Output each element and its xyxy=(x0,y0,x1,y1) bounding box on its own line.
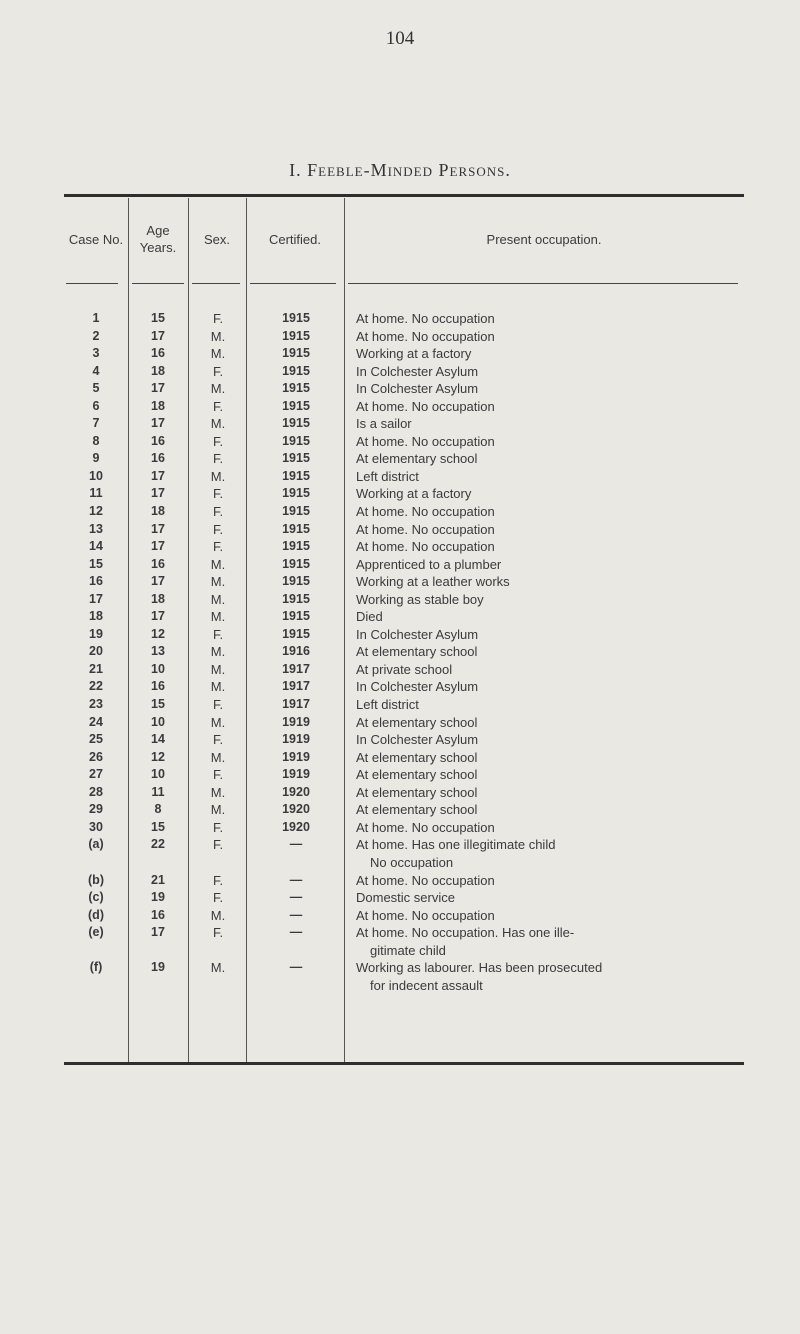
occupation-cell: At elementary school xyxy=(356,767,478,783)
table-row xyxy=(0,924,800,959)
occupation-cell: Domestic service xyxy=(356,890,455,906)
certified-cell: 1919 xyxy=(282,749,310,764)
case-no-cell: 1 xyxy=(92,311,100,325)
age-cell: 15 xyxy=(151,697,165,712)
age-cell: 21 xyxy=(151,872,165,887)
sex-cell: F. xyxy=(212,732,224,748)
certified-cell: 1915 xyxy=(282,381,310,396)
table-row xyxy=(0,678,800,696)
occupation-cell-continued: for indecent assault xyxy=(370,977,483,993)
case-no-cell: 3 xyxy=(92,346,100,361)
occupation-cell: At home. No occupation xyxy=(356,398,495,414)
certified-cell: 1915 xyxy=(282,416,310,431)
table-row xyxy=(0,696,800,714)
table-row xyxy=(0,626,800,644)
certified-cell: 1915 xyxy=(282,556,310,571)
certified-cell: 1915 xyxy=(282,521,310,536)
certified-cell: 1915 xyxy=(282,609,310,624)
age-cell: 14 xyxy=(151,732,165,747)
case-no-cell: 7 xyxy=(92,416,100,431)
occupation-cell: Working at a leather works xyxy=(356,574,510,590)
sex-cell: M. xyxy=(210,714,226,730)
table-row xyxy=(0,468,800,486)
table-row xyxy=(0,819,800,837)
age-cell: 16 xyxy=(151,451,165,466)
age-cell: 11 xyxy=(151,784,165,799)
case-no-cell: 17 xyxy=(89,591,103,606)
age-cell: 17 xyxy=(151,574,165,589)
sex-cell: M. xyxy=(210,907,226,923)
sex-cell: M. xyxy=(210,346,226,362)
sex-cell: F. xyxy=(212,872,224,888)
occupation-cell: At home. No occupation xyxy=(356,504,495,520)
occupation-cell: At home. No occupation xyxy=(356,872,495,888)
sex-cell: F. xyxy=(212,451,224,467)
sex-cell: M. xyxy=(210,960,226,976)
case-no-cell: 21 xyxy=(89,661,103,676)
header-age: Age Years. xyxy=(139,223,177,255)
case-no-cell: (b) xyxy=(88,872,104,887)
case-no-cell: 26 xyxy=(89,749,103,764)
table-top-rule xyxy=(64,194,744,197)
certified-cell: 1916 xyxy=(282,644,310,659)
certified-cell: 1915 xyxy=(282,468,310,483)
table-row xyxy=(0,749,800,767)
case-no-cell: 18 xyxy=(89,609,103,624)
case-no-cell: (e) xyxy=(88,925,104,940)
header-occupation: Present occupation. xyxy=(486,231,602,247)
header-sex: Sex. xyxy=(203,231,230,247)
age-cell: 10 xyxy=(151,714,165,729)
occupation-cell: In Colchester Asylum xyxy=(356,626,479,642)
occupation-cell: At home. No occupation xyxy=(356,311,495,326)
certified-cell: — xyxy=(289,925,303,940)
occupation-cell: At elementary school xyxy=(356,749,478,765)
age-cell: 15 xyxy=(151,311,165,325)
certified-cell: — xyxy=(289,907,303,922)
age-cell: 19 xyxy=(151,960,165,975)
certified-cell: — xyxy=(289,890,303,905)
sex-cell: F. xyxy=(212,398,224,414)
header-rule xyxy=(250,283,336,284)
sex-cell: M. xyxy=(210,802,226,818)
occupation-cell: At home. No occupation xyxy=(356,539,495,555)
age-cell: 10 xyxy=(151,767,165,782)
title-numeral: I. xyxy=(289,160,302,180)
age-cell: 17 xyxy=(151,486,165,501)
certified-cell: 1917 xyxy=(282,697,310,712)
age-cell: 12 xyxy=(151,626,165,641)
table-row xyxy=(0,959,800,994)
certified-cell: — xyxy=(289,837,303,852)
table-row xyxy=(0,889,800,907)
sex-cell: M. xyxy=(210,784,226,800)
table-row xyxy=(0,766,800,784)
certified-cell: 1915 xyxy=(282,591,310,606)
occupation-cell: At private school xyxy=(356,661,453,677)
age-cell: 17 xyxy=(151,328,165,343)
age-cell: 16 xyxy=(151,433,165,448)
table-row xyxy=(0,398,800,416)
case-no-cell: 24 xyxy=(89,714,103,729)
case-no-cell: 22 xyxy=(89,679,103,694)
certified-cell: 1915 xyxy=(282,574,310,589)
sex-cell: M. xyxy=(210,328,226,344)
case-no-cell: 6 xyxy=(92,398,100,413)
sex-cell: M. xyxy=(210,591,226,607)
certified-cell: 1915 xyxy=(282,504,310,519)
certified-cell: — xyxy=(289,872,303,887)
occupation-cell: In Colchester Asylum xyxy=(356,363,479,379)
occupation-cell: At elementary school xyxy=(356,784,478,800)
sex-cell: M. xyxy=(210,749,226,765)
table-row xyxy=(0,363,800,381)
certified-cell: 1919 xyxy=(282,732,310,747)
sex-cell: M. xyxy=(210,468,226,484)
age-cell: 22 xyxy=(151,837,165,852)
sex-cell: M. xyxy=(210,556,226,572)
title-text: Feeble-Minded Persons. xyxy=(307,160,511,180)
sex-cell: M. xyxy=(210,609,226,625)
occupation-cell: In Colchester Asylum xyxy=(356,679,479,695)
case-no-cell: 10 xyxy=(89,468,103,483)
certified-cell: 1915 xyxy=(282,433,310,448)
header-certified: Certified. xyxy=(268,231,322,247)
case-no-cell: (d) xyxy=(88,907,104,922)
certified-cell: 1915 xyxy=(282,346,310,361)
occupation-cell: At home. Has one illegitimate child xyxy=(356,837,556,853)
table-body xyxy=(0,310,800,994)
occupation-cell: Working as stable boy xyxy=(356,591,484,607)
certified-cell: 1915 xyxy=(282,539,310,554)
table-row xyxy=(0,450,800,468)
sex-cell: M. xyxy=(210,644,226,660)
certified-cell: 1917 xyxy=(282,679,310,694)
occupation-cell: Working as labourer. Has been prosecuted xyxy=(356,960,603,976)
occupation-cell: Apprenticed to a plumber xyxy=(356,556,502,572)
age-cell: 17 xyxy=(151,609,165,624)
occupation-cell-continued: gitimate child xyxy=(370,942,446,958)
table-bottom-rule xyxy=(64,1062,744,1065)
case-no-cell: 25 xyxy=(89,732,103,747)
table-row xyxy=(0,521,800,539)
table-row xyxy=(0,556,800,574)
case-no-cell: 5 xyxy=(92,381,100,396)
sex-cell: M. xyxy=(210,574,226,590)
table-row xyxy=(0,836,800,871)
case-no-cell: 12 xyxy=(89,504,103,519)
age-cell: 18 xyxy=(151,504,165,519)
case-no-cell: 19 xyxy=(89,626,103,641)
age-cell: 19 xyxy=(151,890,165,905)
certified-cell: 1920 xyxy=(282,784,310,799)
sex-cell: F. xyxy=(212,486,224,502)
sex-cell: F. xyxy=(212,767,224,783)
occupation-cell: At elementary school xyxy=(356,644,478,660)
table-row xyxy=(0,345,800,363)
table-row xyxy=(0,503,800,521)
sex-cell: F. xyxy=(212,837,224,853)
table-row xyxy=(0,415,800,433)
sex-cell: M. xyxy=(210,381,226,397)
sex-cell: F. xyxy=(212,521,224,537)
age-cell: 13 xyxy=(151,644,165,659)
occupation-cell: In Colchester Asylum xyxy=(356,381,479,397)
table-row xyxy=(0,872,800,890)
age-cell: 16 xyxy=(151,907,165,922)
occupation-cell: Left district xyxy=(356,468,419,484)
table-row xyxy=(0,433,800,451)
case-no-cell: (c) xyxy=(88,890,104,905)
case-no-cell: 4 xyxy=(92,363,100,378)
page-number: 104 xyxy=(385,28,415,49)
occupation-cell: At home. No occupation xyxy=(356,521,495,537)
table-row xyxy=(0,907,800,925)
case-no-cell: 15 xyxy=(89,556,103,571)
sex-cell: F. xyxy=(212,311,224,326)
case-no-cell: 2 xyxy=(92,328,100,343)
certified-cell: 1915 xyxy=(282,451,310,466)
certified-cell: 1920 xyxy=(282,802,310,817)
case-no-cell: 9 xyxy=(92,451,100,466)
table-row xyxy=(0,573,800,591)
table-row xyxy=(0,643,800,661)
occupation-cell: Working at a factory xyxy=(356,486,472,502)
sex-cell: F. xyxy=(212,539,224,555)
table-row xyxy=(0,784,800,802)
case-no-cell: 14 xyxy=(89,539,103,554)
sex-cell: M. xyxy=(210,416,226,432)
case-no-cell: 28 xyxy=(89,784,103,799)
age-cell: 12 xyxy=(151,749,165,764)
age-cell: 8 xyxy=(154,802,162,817)
occupation-cell: Left district xyxy=(356,697,419,713)
case-no-cell: 8 xyxy=(92,433,100,448)
certified-cell: 1919 xyxy=(282,767,310,782)
case-no-cell: 20 xyxy=(89,644,103,659)
occupation-cell: At home. No occupation. Has one ille- xyxy=(356,925,575,941)
table-row xyxy=(0,731,800,749)
certified-cell: 1915 xyxy=(282,398,310,413)
header-rule xyxy=(192,283,240,284)
table-row xyxy=(0,380,800,398)
table-row xyxy=(0,714,800,732)
age-cell: 18 xyxy=(151,398,165,413)
sex-cell: F. xyxy=(212,925,224,941)
case-no-cell: 16 xyxy=(89,574,103,589)
table-row xyxy=(0,328,800,346)
certified-cell: 1917 xyxy=(282,661,310,676)
case-no-cell: 11 xyxy=(89,486,103,501)
age-cell: 16 xyxy=(151,346,165,361)
header-rule xyxy=(66,283,118,284)
occupation-cell: In Colchester Asylum xyxy=(356,732,479,748)
age-cell: 17 xyxy=(151,416,165,431)
sex-cell: F. xyxy=(212,433,224,449)
age-cell: 17 xyxy=(151,925,165,940)
table-row xyxy=(0,801,800,819)
sex-cell: M. xyxy=(210,661,226,677)
occupation-cell: At home. No occupation xyxy=(356,433,495,449)
age-cell: 16 xyxy=(151,679,165,694)
case-no-cell: (f) xyxy=(89,960,103,975)
certified-cell: 1915 xyxy=(282,486,310,501)
table-row xyxy=(0,661,800,679)
certified-cell: 1915 xyxy=(282,363,310,378)
sex-cell: F. xyxy=(212,890,224,906)
certified-cell: 1915 xyxy=(282,311,310,325)
occupation-cell-continued: No occupation xyxy=(370,854,454,870)
case-no-cell: 30 xyxy=(89,819,103,834)
header-rule xyxy=(348,283,738,284)
age-cell: 17 xyxy=(151,381,165,396)
age-cell: 18 xyxy=(151,363,165,378)
age-cell: 17 xyxy=(151,539,165,554)
certified-cell: 1915 xyxy=(282,328,310,343)
occupation-cell: At elementary school xyxy=(356,714,478,730)
age-cell: 15 xyxy=(151,819,165,834)
occupation-cell: At home. No occupation xyxy=(356,907,495,923)
occupation-cell: Working at a factory xyxy=(356,346,472,362)
page-title xyxy=(0,160,800,181)
occupation-cell: At home. No occupation xyxy=(356,819,495,835)
case-no-cell: 13 xyxy=(89,521,103,536)
table-row xyxy=(0,310,800,328)
sex-cell: F. xyxy=(212,697,224,713)
header-case-no: Case No. xyxy=(68,231,124,247)
table-row xyxy=(0,538,800,556)
age-cell: 10 xyxy=(151,661,165,676)
certified-cell: 1915 xyxy=(282,626,310,641)
case-no-cell: 23 xyxy=(89,697,103,712)
age-cell: 16 xyxy=(151,556,165,571)
occupation-cell: At elementary school xyxy=(356,451,478,467)
case-no-cell: 29 xyxy=(89,802,103,817)
age-cell: 17 xyxy=(151,521,165,536)
sex-cell: F. xyxy=(212,504,224,520)
sex-cell: M. xyxy=(210,679,226,695)
occupation-cell: Is a sailor xyxy=(356,416,412,432)
certified-cell: 1919 xyxy=(282,714,310,729)
occupation-cell: At home. No occupation xyxy=(356,328,495,344)
case-no-cell: 27 xyxy=(89,767,103,782)
sex-cell: F. xyxy=(212,626,224,642)
age-cell: 18 xyxy=(151,591,165,606)
table-row xyxy=(0,608,800,626)
certified-cell: — xyxy=(289,960,303,975)
occupation-cell: At elementary school xyxy=(356,802,478,818)
case-no-cell: (a) xyxy=(88,837,104,852)
sex-cell: F. xyxy=(212,819,224,835)
age-cell: 17 xyxy=(151,468,165,483)
certified-cell: 1920 xyxy=(282,819,310,834)
table-row xyxy=(0,591,800,609)
occupation-cell: Died xyxy=(356,609,383,625)
header-rule xyxy=(132,283,184,284)
table-row xyxy=(0,485,800,503)
sex-cell: F. xyxy=(212,363,224,379)
